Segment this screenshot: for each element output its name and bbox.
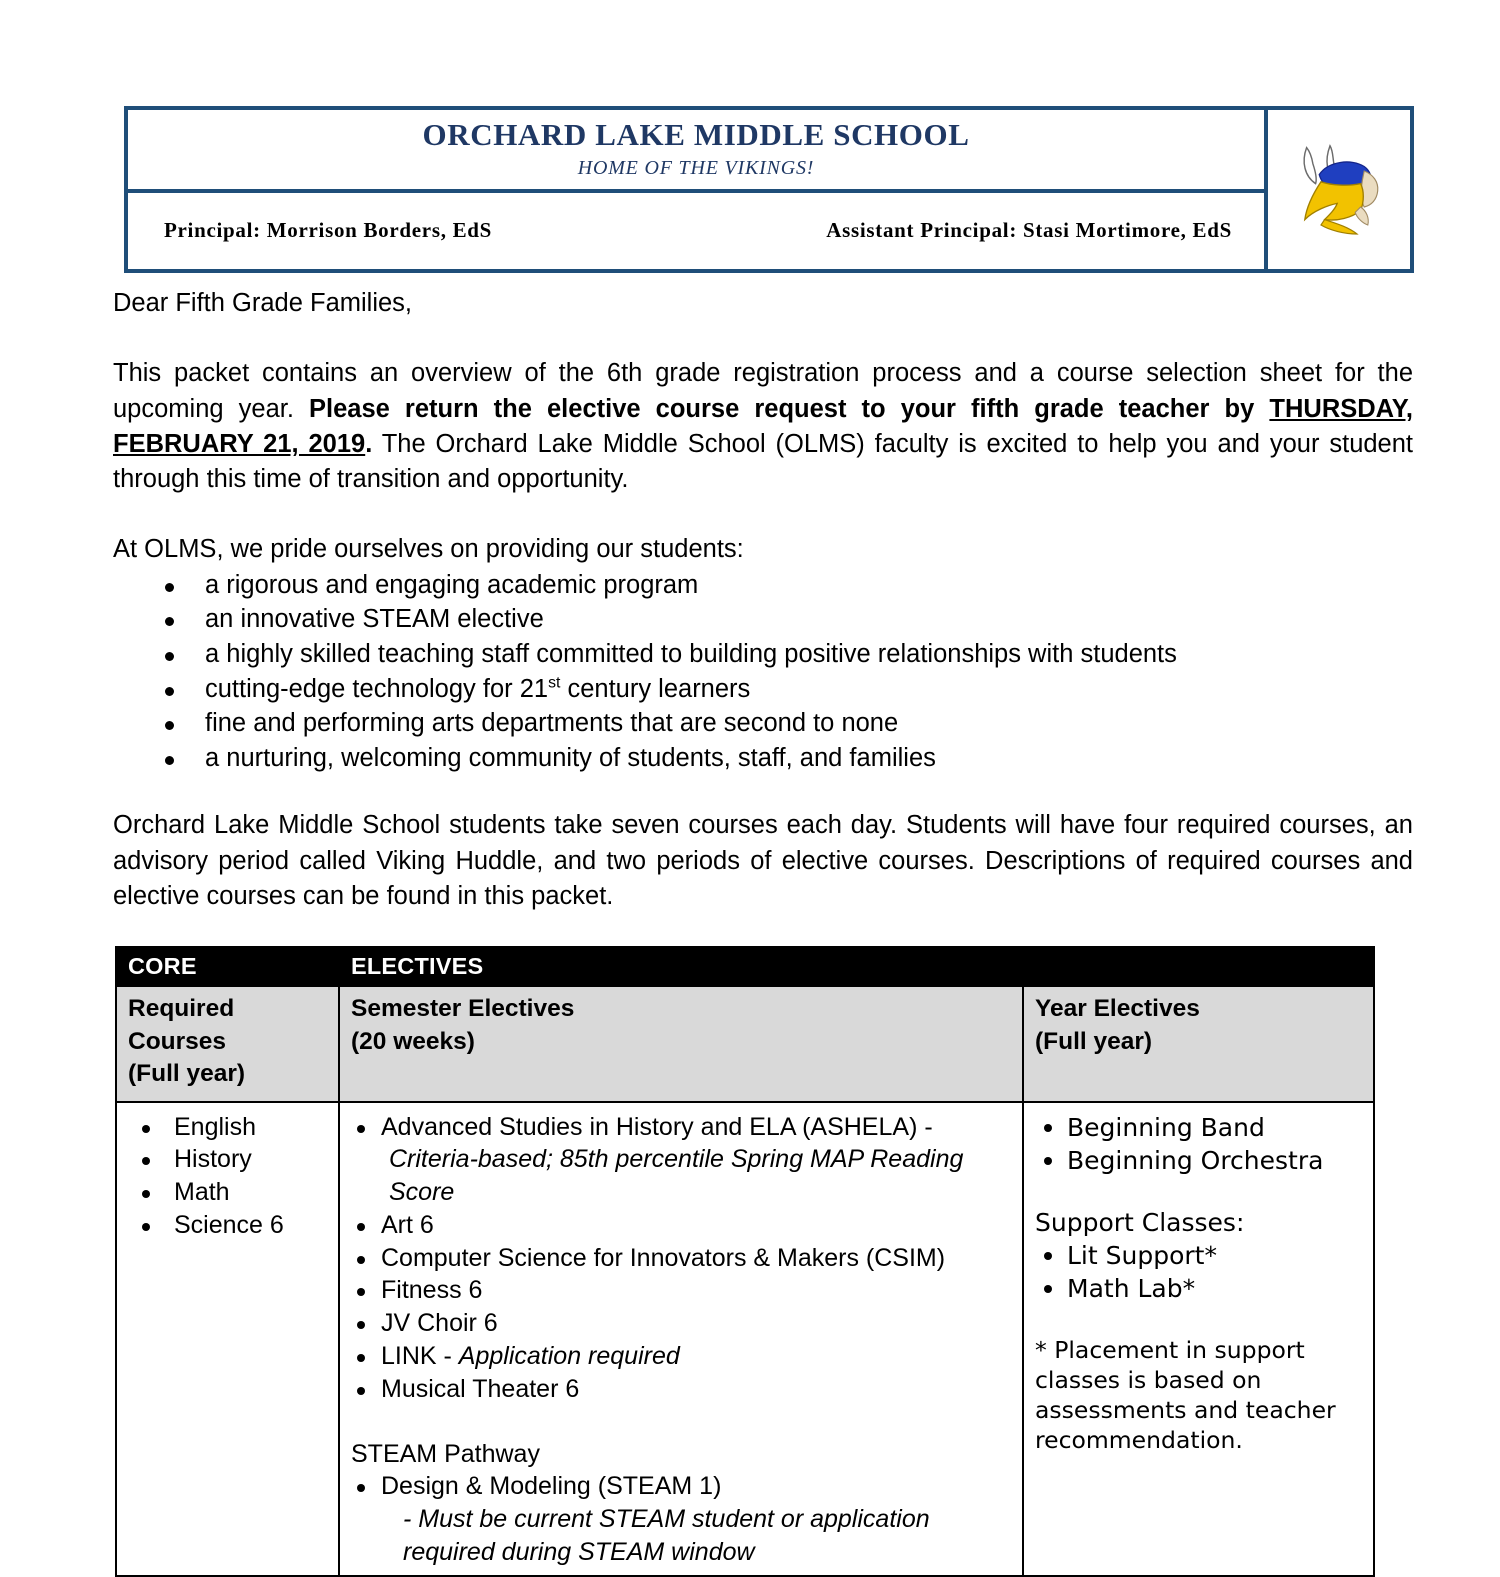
list-item: JV Choir 6 <box>351 1307 1016 1340</box>
school-name: ORCHARD LAKE MIDDLE SCHOOL <box>422 117 970 152</box>
pride-bullet-list <box>113 568 1413 776</box>
list-item <box>351 1340 1016 1373</box>
list-item: English <box>128 1111 332 1144</box>
subheader-semester-electives <box>339 986 1023 1102</box>
subheader-required-courses <box>116 986 339 1102</box>
table-body-row <box>116 1102 1374 1576</box>
subheader-year-electives <box>1023 986 1374 1102</box>
list-item: Beginning Band <box>1035 1111 1367 1144</box>
letterhead-admin-band <box>128 193 1264 269</box>
subheader-line: Year Electives <box>1035 995 1200 1022</box>
list-item: History <box>128 1143 332 1176</box>
subheader-line: Required <box>128 995 235 1022</box>
subheader-line: (Full year) <box>1035 1027 1153 1055</box>
elective-label: Advanced Studies in History and ELA (ASHELA) - <box>381 1112 933 1141</box>
deadline-date: THURSDAY, FEBRUARY 21, 2019 <box>113 394 1413 458</box>
paragraph-gap-3 <box>113 775 1413 808</box>
seven-courses-paragraph: Orchard Lake Middle School students take seven courses each day. Students will have four required courses, an advisory period called Viking Huddle, and two periods of elective courses. Descriptions of required courses and elective courses can be found in this packet. <box>113 811 1413 910</box>
subheader-line: Semester Electives <box>351 995 575 1022</box>
intro-text-a: This packet contains an overview of the 6th grade registration process and a course selection sheet for the upcoming year. <box>113 359 1413 423</box>
bullet-4-post: century learners <box>560 674 751 703</box>
ordinal-suffix: st <box>548 674 561 692</box>
school-tagline: HOME OF THE VIKINGS! <box>577 156 815 179</box>
elective-label: LINK - <box>381 1342 459 1371</box>
bullet-4-pre: cutting-edge technology for 21 <box>205 674 549 703</box>
steam-pathway-list <box>351 1470 1016 1568</box>
cell-spacer <box>1035 1177 1367 1207</box>
cell-required-courses <box>116 1102 339 1576</box>
list-item: Art 6 <box>351 1209 1016 1242</box>
list-item: Musical Theater 6 <box>351 1373 1016 1406</box>
table-header-row <box>116 947 1374 986</box>
intro-paragraph <box>113 356 1413 497</box>
subheader-line: (Full year) <box>128 1060 246 1087</box>
list-item: fine and performing arts departments that are second to none <box>113 706 1413 741</box>
elective-application-note: Application required <box>458 1342 680 1371</box>
steam-item-label: Design & Modeling (STEAM 1) <box>381 1472 722 1501</box>
list-item: Computer Science for Innovators & Makers (CSIM) <box>351 1242 1016 1275</box>
assistant-principal-label: Assistant Principal: Stasi Mortimore, EdS <box>826 218 1232 243</box>
list-item: a highly skilled teaching staff committed to building positive relationships with students <box>113 637 1413 672</box>
letterhead <box>124 106 1414 273</box>
semester-electives-list <box>351 1111 1016 1406</box>
subheader-line: Courses <box>128 1027 227 1055</box>
steam-pathway-heading: STEAM Pathway <box>351 1439 540 1468</box>
list-item: Fitness 6 <box>351 1274 1016 1307</box>
list-item: Math Lab* <box>1035 1272 1367 1305</box>
intro-bold-request: Please return the elective course request to your fifth grade teacher by <box>309 394 1270 423</box>
paragraph-gap <box>113 321 1413 356</box>
year-electives-list <box>1035 1111 1367 1177</box>
cell-spacer-2 <box>1035 1305 1367 1335</box>
letter-body <box>113 286 1413 914</box>
intro-text-c: The Orchard Lake Middle School (OLMS) faculty is excited to help you and your student through this time of transition and opportunity. <box>113 429 1414 494</box>
course-overview-table <box>115 946 1375 1577</box>
list-item: Science 6 <box>128 1209 332 1242</box>
cell-year-electives <box>1023 1102 1374 1576</box>
list-item: Beginning Orchestra <box>1035 1144 1367 1177</box>
letterhead-title-band <box>128 110 1264 193</box>
steam-item-note-line-1: - Must be current STEAM student or application <box>403 1505 930 1534</box>
viking-head-icon <box>1285 135 1393 243</box>
list-item: Lit Support* <box>1035 1239 1367 1272</box>
steam-item-note-line-2: required during STEAM window <box>403 1538 755 1567</box>
cell-spacer <box>351 1406 1016 1438</box>
table-subheader-row <box>116 986 1374 1102</box>
pride-intro: At OLMS, we pride ourselves on providing our students: <box>113 535 744 564</box>
paragraph-gap-2 <box>113 497 1413 532</box>
support-classes-heading: Support Classes: <box>1035 1207 1245 1237</box>
support-classes-list <box>1035 1239 1367 1305</box>
subheader-line: (20 weeks) <box>351 1027 475 1055</box>
required-courses-list <box>128 1111 332 1242</box>
elective-criteria-note: Criteria-based; 85th percentile Spring MAP Reading Score <box>389 1145 964 1207</box>
list-item <box>351 1111 1016 1209</box>
list-item <box>113 672 1413 707</box>
list-item: a rigorous and engaging academic program <box>113 568 1413 603</box>
list-item: Math <box>128 1176 332 1209</box>
header-core: CORE <box>116 947 339 986</box>
cell-semester-electives <box>339 1102 1023 1576</box>
salutation: Dear Fifth Grade Families, <box>113 289 413 317</box>
principal-label: Principal: Morrison Borders, EdS <box>164 218 493 243</box>
list-item <box>351 1470 1016 1568</box>
header-electives: ELECTIVES <box>339 947 1374 986</box>
list-item: a nurturing, welcoming community of students, staff, and families <box>113 741 1413 776</box>
list-item: an innovative STEAM elective <box>113 602 1413 637</box>
support-footnote: * Placement in support classes is based on assessments and teacher recommendation. <box>1035 1336 1336 1455</box>
letterhead-text-block <box>128 110 1264 269</box>
logo-cell <box>1264 110 1410 269</box>
intro-bold-period: . <box>365 429 373 458</box>
